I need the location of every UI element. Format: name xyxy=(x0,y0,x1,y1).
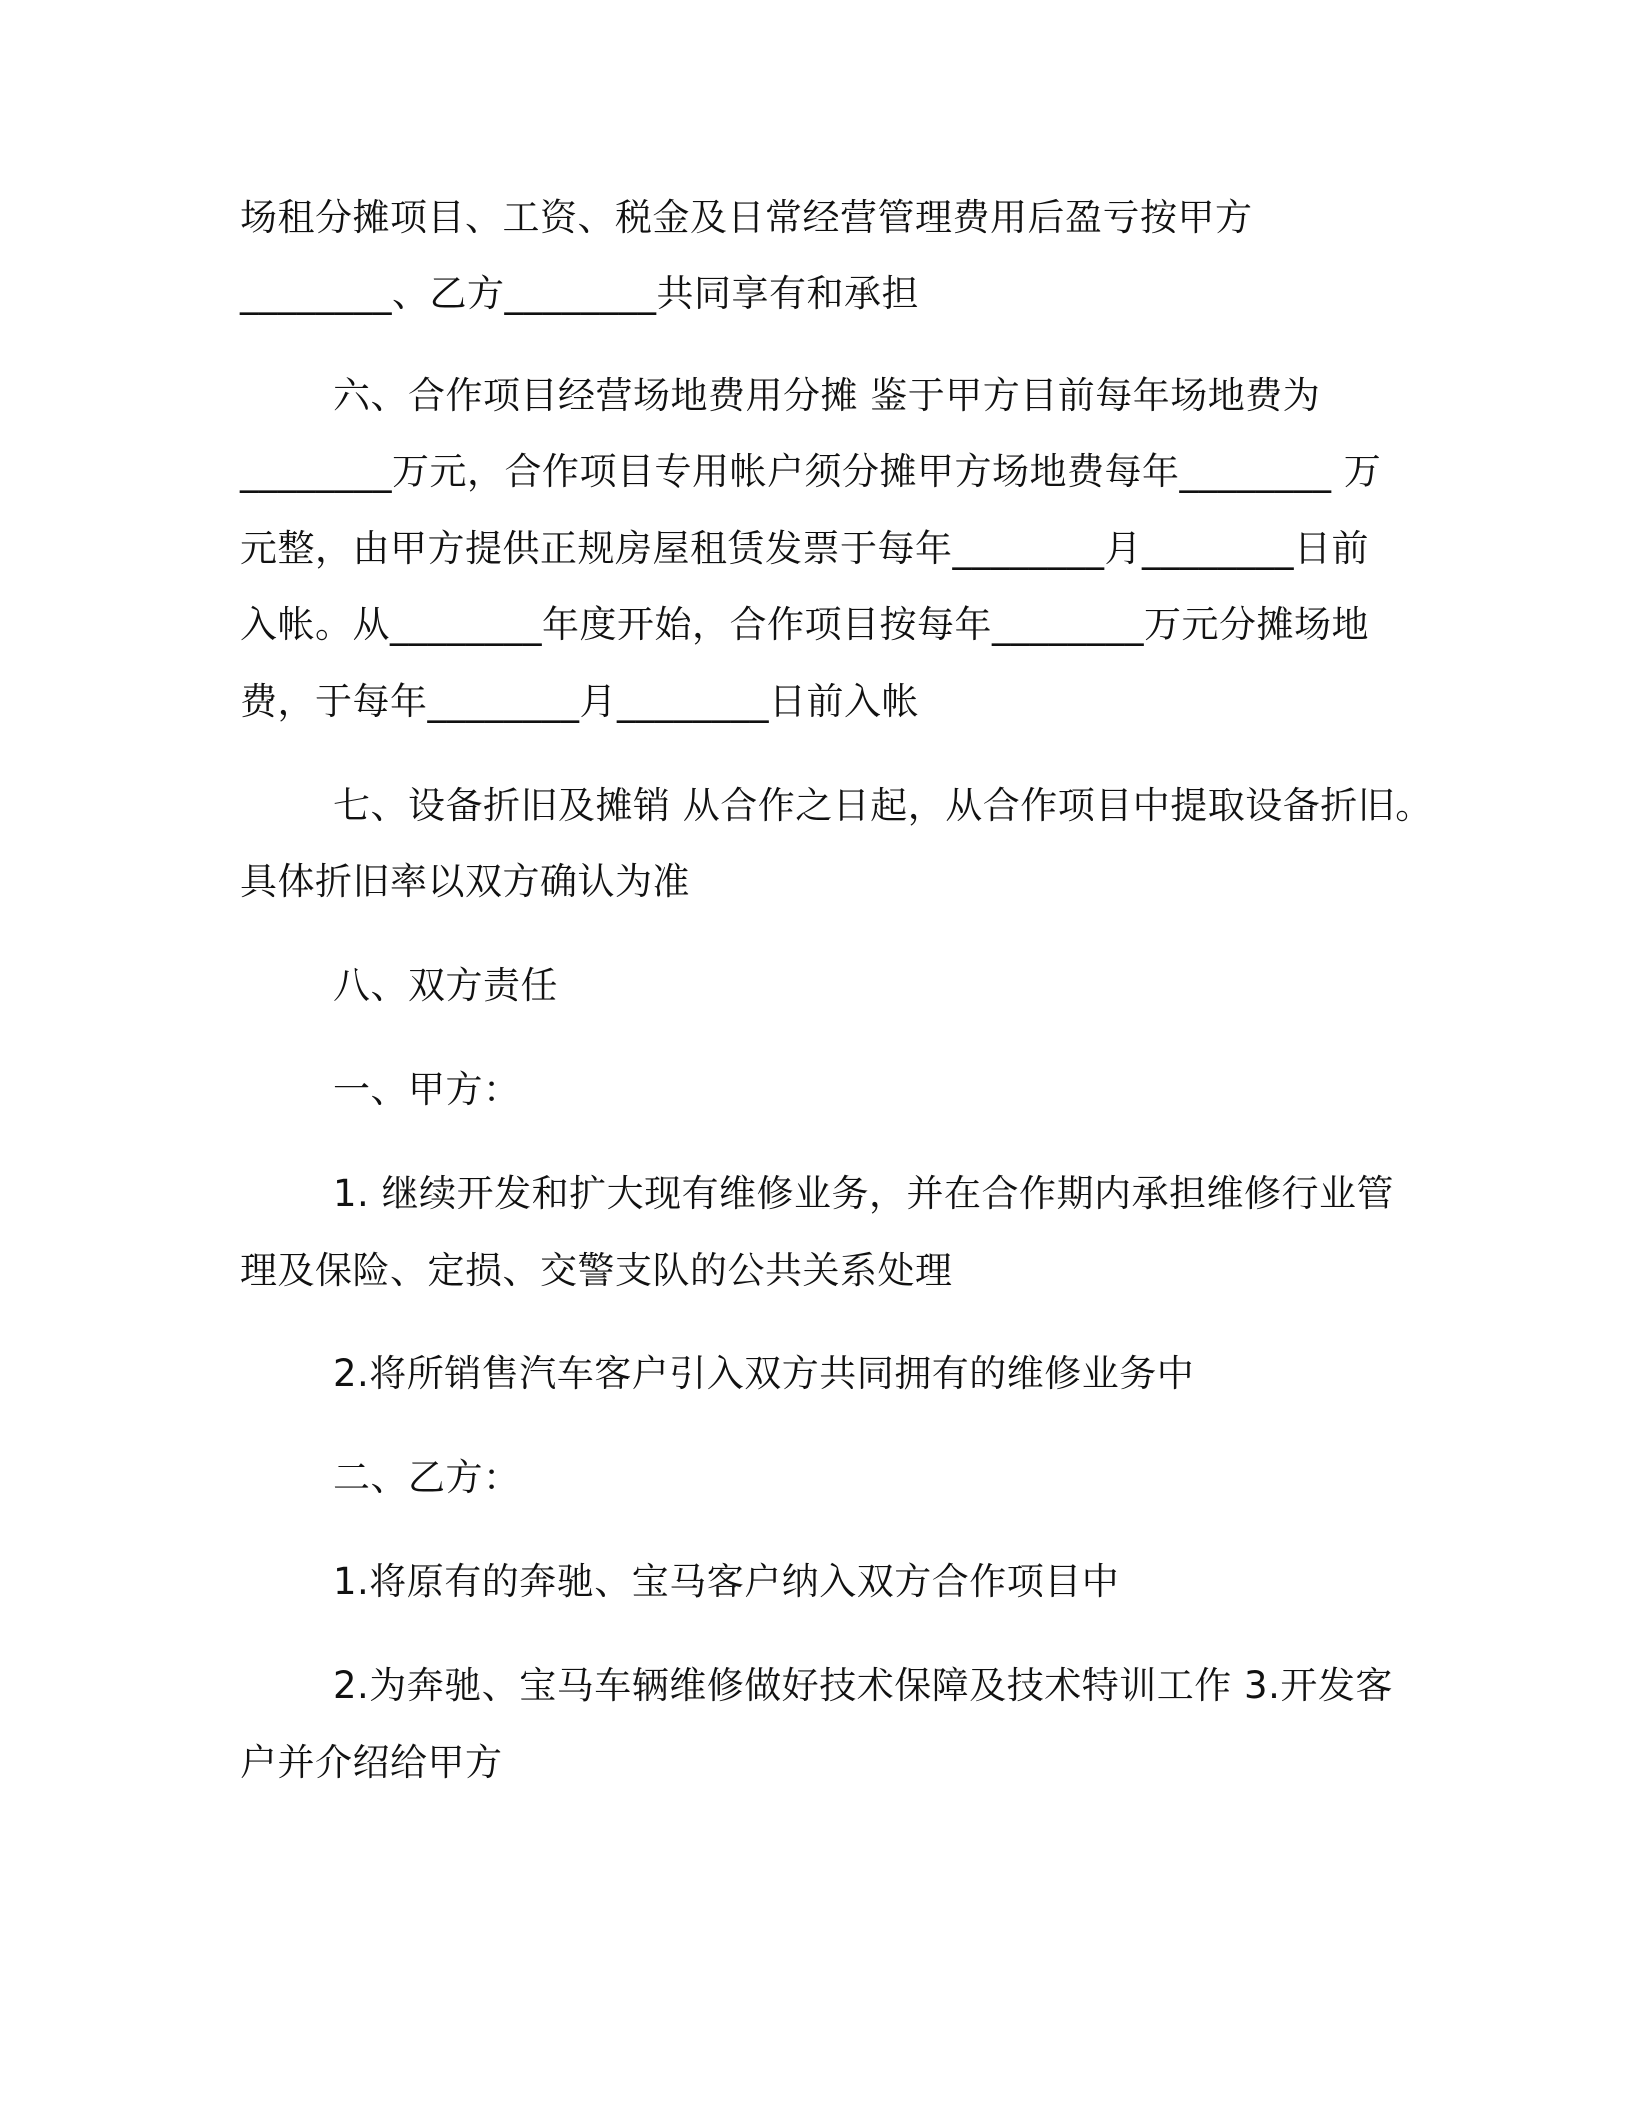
text-line: 入帐。从________年度开始，合作项目按每年________万元分摊场地 xyxy=(240,603,1369,646)
text-line: 2.将所销售汽车客户引入双方共同拥有的维修业务中 xyxy=(333,1352,1195,1395)
text-line: 六、合作项目经营场地费用分摊 鉴于甲方目前每年场地费为 xyxy=(333,374,1321,417)
section-heading: 八、双方责任 xyxy=(333,964,558,1007)
sub-heading: 一、甲方： xyxy=(333,1068,521,1111)
text-line: 具体折旧率以双方确认为准 xyxy=(240,860,690,903)
text-line: 场租分摊项目、工资、税金及日常经营管理费用后盈亏按甲方 xyxy=(240,196,1253,239)
sub-heading: 二、乙方： xyxy=(333,1456,521,1499)
text-line: 户并介绍给甲方 xyxy=(240,1741,503,1784)
text-line: 理及保险、定损、交警支队的公共关系处理 xyxy=(240,1249,953,1292)
text-line: 费，于每年________月________日前入帐 xyxy=(240,680,919,723)
text-line: 1. 继续开发和扩大现有维修业务，并在合作期内承担维修行业管 xyxy=(333,1172,1395,1215)
text-line: 七、设备折旧及摊销 从合作之日起，从合作项目中提取设备折旧。 xyxy=(333,784,1433,827)
text-line: 元整，由甲方提供正规房屋租赁发票于每年________月________日前 xyxy=(240,527,1369,570)
text-line: ________万元，合作项目专用帐户须分摊甲方场地费每年________ 万 xyxy=(240,450,1382,493)
text-line: 2.为奔驰、宝马车辆维修做好技术保障及技术特训工作 3.开发客 xyxy=(333,1664,1393,1707)
text-line: ________、乙方________共同享有和承担 xyxy=(240,272,919,315)
text-line: 1.将原有的奔驰、宝马客户纳入双方合作项目中 xyxy=(333,1560,1120,1603)
